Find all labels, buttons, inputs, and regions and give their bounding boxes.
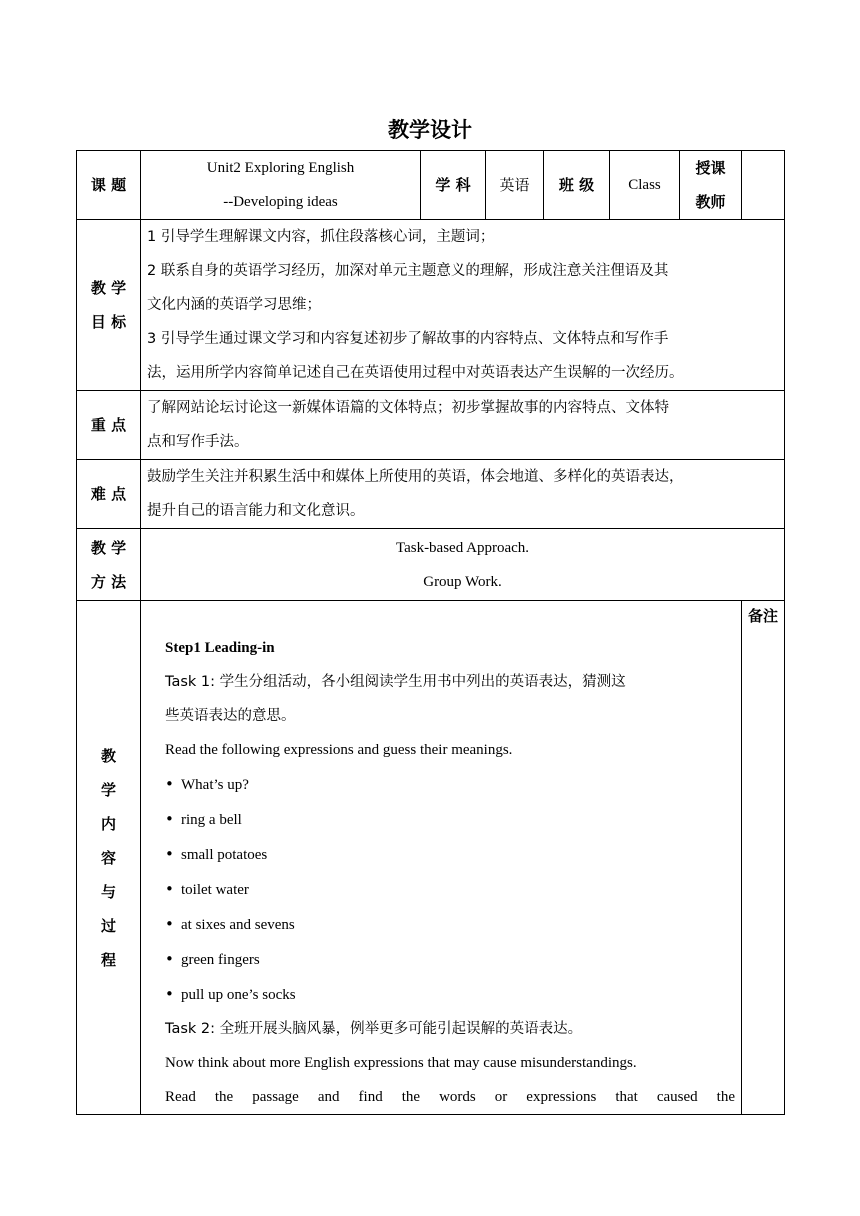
expression-text: What’s up? [181,777,249,793]
methods-label-line-1: 教 学 [90,538,127,557]
subject-value: 英语 [486,151,544,220]
process-label-char: 容 [100,848,116,867]
expression-text: pull up one’s socks [181,987,296,1003]
teacher-label-line-1: 授课 [695,159,726,177]
process-label [77,601,141,1115]
process-row [77,601,785,1115]
expression-item [165,942,735,977]
topic-line-2: --Developing ideas [223,194,338,210]
bullet-glyph: • [165,880,174,898]
notes-column [742,601,785,1115]
objective-line: 1 引导学生理解课文内容，抓住段落核心词，主题词； [147,229,495,245]
expression-text: at sixes and sevens [181,917,295,933]
objectives-label [77,220,141,391]
expression-item [165,872,735,907]
expression-text: ring a bell [181,812,242,828]
expression-text: toilet water [181,882,249,898]
process-label-char: 内 [100,814,116,833]
bullet-glyph: • [165,810,174,828]
key-points-label: 重 点 [77,391,141,460]
objective-line: 2 联系自身的英语学习经历，加深对单元主题意义的理解，形成注意关注俚语及其 [147,263,669,279]
lesson-plan-table [76,150,785,1115]
difficulties-content [141,460,785,529]
expression-text: green fingers [181,952,260,968]
step1-title: Step1 Leading-in [165,640,275,656]
methods-label [77,529,141,601]
task1-english: Read the following expressions and guess their meanings. [165,742,513,758]
bullet-glyph: • [165,950,174,968]
task2-line-1: Task 2: 全班开展头脑风暴，例举更多可能引起误解的英语表达。 [165,1021,583,1037]
class-value: Class [610,151,680,220]
objective-line: 3 引导学生通过课文学习和内容复述初步了解故事的内容特点、文体特点和写作手 [147,331,669,347]
process-label-char: 学 [100,780,116,799]
expression-item [165,977,735,1012]
expression-item [165,802,735,837]
objectives-content [141,220,785,391]
teacher-value [742,151,785,220]
class-label: 班 级 [544,151,610,220]
process-label-char: 过 [100,916,116,935]
notes-label: 备注 [747,607,778,625]
task1-line-1: Task 1: 学生分组活动，各小组阅读学生用书中列出的英语表达，猜测这 [165,674,626,690]
methods-row [77,529,785,601]
methods-content [141,529,785,601]
key-points-row [77,391,785,460]
key-point-line: 点和写作手法。 [147,434,249,450]
difficulties-label: 难 点 [77,460,141,529]
difficulty-line: 鼓励学生关注并积累生活中和媒体上所使用的英语，体会地道、多样化的英语表达， [147,469,684,485]
key-point-line: 了解网站论坛讨论这一新媒体语篇的文体特点；初步掌握故事的内容特点、文体特 [147,400,669,416]
bullet-glyph: • [165,845,174,863]
bullet-glyph: • [165,985,174,1003]
task1-line-2: 些英语表达的意思。 [165,708,296,724]
methods-label-line-2: 方 法 [90,572,127,591]
expression-text: small potatoes [181,847,268,863]
objectives-row [77,220,785,391]
process-label-char: 教 [100,746,116,765]
teacher-label [680,151,742,220]
subject-label: 学 科 [421,151,486,220]
header-row [77,151,785,220]
objective-line: 法，运用所学内容简单记述自己在英语使用过程中对英语表达产生误解的一次经历。 [147,365,684,381]
read-passage-line: Read the passage and find the words or expressions that caused the [165,1089,735,1105]
method-line-1: Task-based Approach. [395,539,530,556]
key-points-content [141,391,785,460]
objectives-label-line-2: 目 标 [90,313,127,331]
expression-item [165,767,735,802]
difficulty-line: 提升自己的语言能力和文化意识。 [147,503,365,519]
expression-item [165,837,735,872]
expression-item [165,907,735,942]
difficulties-row [77,460,785,529]
method-line-2: Group Work. [423,573,502,590]
task2-english: Now think about more English expressions that may cause misunderstandings. [165,1055,637,1071]
document-title: 教学设计 [388,118,472,142]
objective-line: 文化内涵的英语学习思维； [147,297,321,313]
bullet-glyph: • [165,915,174,933]
process-content [141,601,742,1115]
objectives-label-line-1: 教 学 [90,279,127,297]
process-label-char: 与 [100,882,116,901]
process-label-char: 程 [100,950,116,969]
topic-line-1: Unit2 Exploring English [206,160,355,176]
bullet-glyph: • [165,775,174,793]
topic-label: 课 题 [77,151,141,220]
teacher-label-line-2: 教师 [695,193,726,211]
topic-value [141,151,421,220]
